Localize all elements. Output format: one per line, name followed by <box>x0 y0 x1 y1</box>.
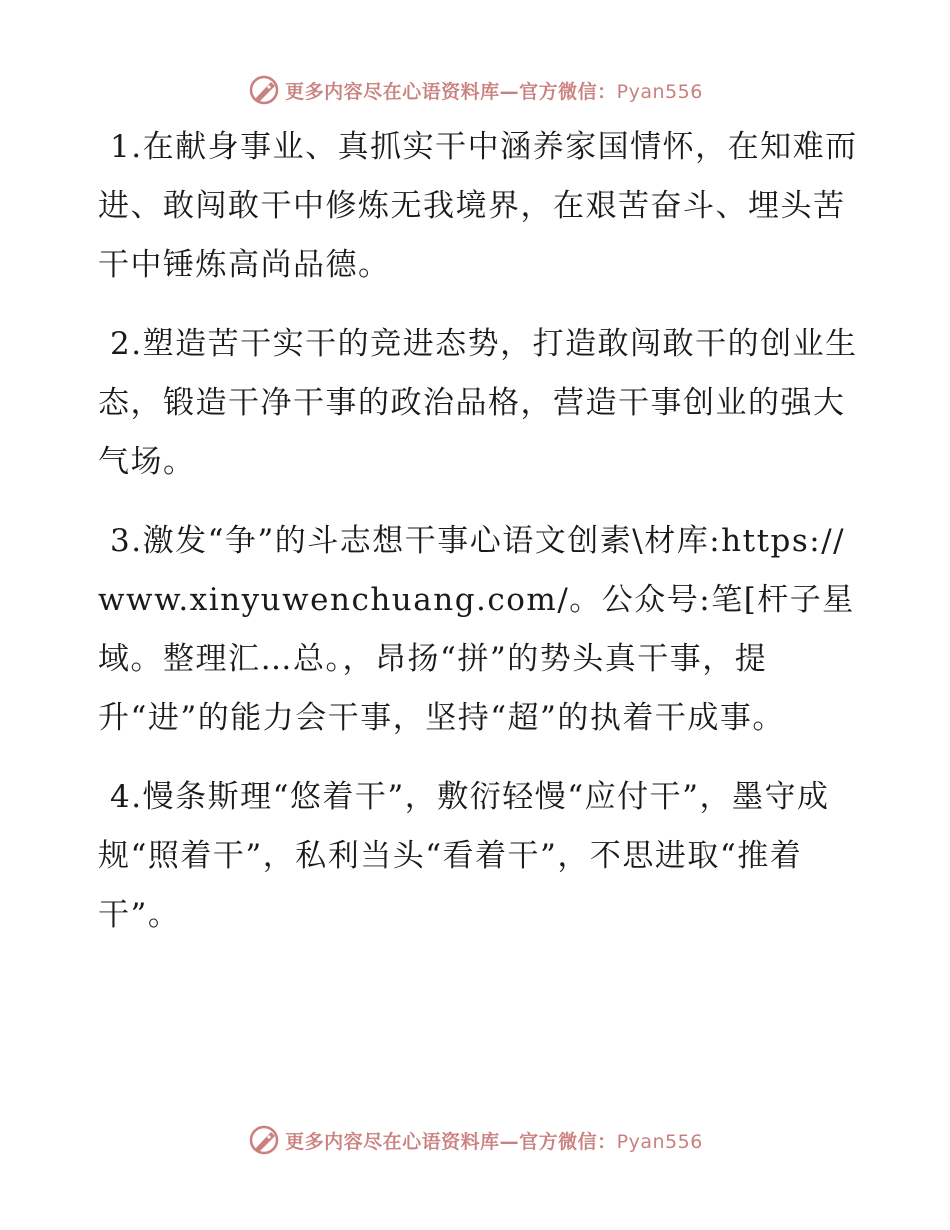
paragraph-text: 在献身事业、真抓实干中涵养家国情怀，在知难而进、敢闯敢干中修炼无我境界，在艰苦奋斗、埋头苦干中锤炼高尚品德。 <box>98 129 858 283</box>
paragraph-3 <box>98 512 858 748</box>
paragraph-text: 慢条斯理“悠着干”，敷衍轻慢“应付干”，墨守成规“照着干”，私利当头“看着干”，不思进取“推着干”。 <box>98 779 830 933</box>
header-banner-text: 更多内容尽在心语资料库—官方微信：Pyan556 <box>285 80 703 103</box>
wechat-id: Pyan556 <box>616 80 703 103</box>
footer-banner-text: 更多内容尽在心语资料库—官方微信：Pyan556 <box>285 1130 703 1153</box>
header-banner <box>0 70 950 110</box>
paragraph-1 <box>98 118 858 295</box>
pen-nib-logo-icon <box>247 73 281 107</box>
document-body <box>98 118 858 965</box>
paragraph-number: 3. <box>110 523 143 559</box>
wechat-id: Pyan556 <box>616 1130 703 1153</box>
paragraph-number: 1. <box>110 129 143 165</box>
footer-banner <box>0 1120 950 1160</box>
paragraph-text: 塑造苦干实干的竞进态势，打造敢闯敢干的创业生态，锻造干净干事的政治品格，营造干事创业的强大气场。 <box>98 326 858 480</box>
paragraph-2 <box>98 315 858 492</box>
paragraph-number: 2. <box>110 326 143 362</box>
pen-nib-logo-icon <box>247 1123 281 1157</box>
paragraph-text: 激发“争”的斗志想干事心语文创素\材库:https://www.xinyuwenchuang.com/。公众号:笔[杆子星域。整理汇…总。，昂扬“拼”的势头真干事，提升“进”的能力会干事，坚持“超”的执着干成事。 <box>98 523 855 736</box>
paragraph-4 <box>98 768 858 945</box>
paragraph-number: 4. <box>110 779 143 815</box>
